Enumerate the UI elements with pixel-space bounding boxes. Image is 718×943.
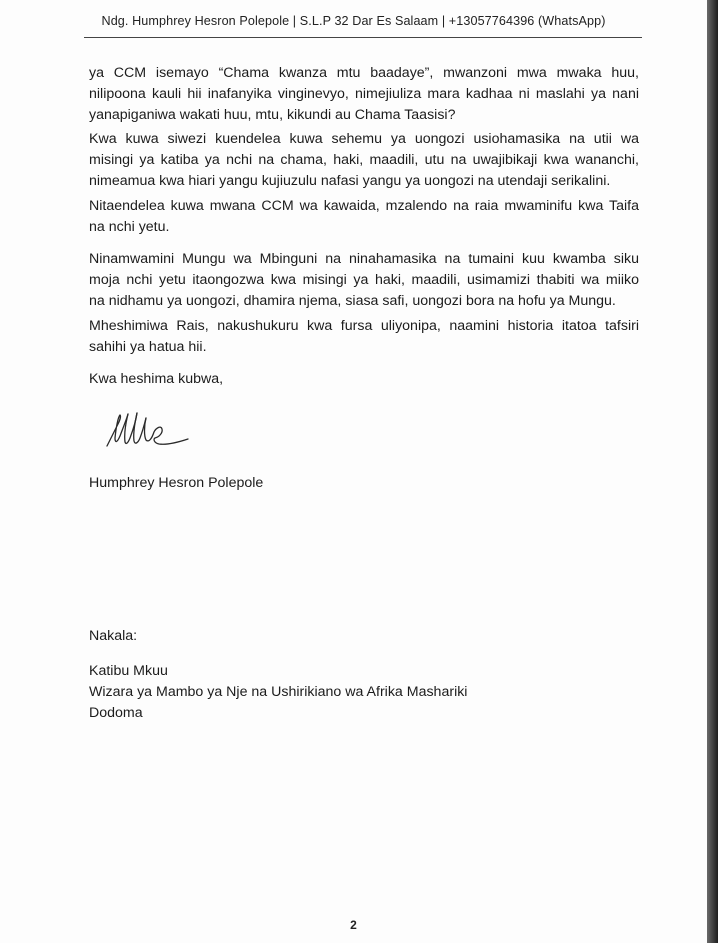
page-number: 2 [350,918,357,932]
paragraph-line: ya CCM isemayo “Chama kwanza mtu baadaye”, mwanzoni mwa mwaka huu, [89,65,639,81]
paragraph-line: na nchi yetu. [89,218,170,235]
paragraph-2 [89,129,639,191]
paragraph-line: Kwa kuwa siwezi kuendelea kuwa sehemu ya uongozi usiohamasika na utii wa [89,131,639,147]
letterhead-rule [84,37,642,38]
paragraph-line: yanapiganiwa wakati huu, mtu, kikundi au Chama Taasisi? [89,106,456,123]
paragraph-line: nimeamua kwa hiari yangu kujiuzulu nafasi yangu ya uongozi na utendaji serikalini. [89,172,611,189]
paragraph-line: Ninamwamini Mungu wa Mbinguni na ninahamasika na tumaini kuu kwamba siku [89,251,639,267]
closing-salutation: Kwa heshima kubwa, [89,371,224,387]
paragraph-line: misingi ya katiba ya nchi na chama, haki, maadili, utu na uwajibikaji kwa wananchi, [89,151,639,168]
cc-recipient-block [89,661,467,723]
handwritten-signature [104,402,196,462]
letterhead-contact: Ndg. Humphrey Hesron Polepole | S.L.P 32 Dar Es Salaam | +13057764396 (WhatsApp) [101,14,606,28]
paragraph-line: Nitaendelea kuwa mwana CCM wa kawaida, mzalendo na raia mwaminifu kwa Taifa [89,198,639,214]
paragraph-3 [89,196,639,238]
scan-edge-shadow [707,0,718,943]
paragraph-line: na nidhamu ya uongozi, dhamira njema, siasa safi, uongozi bora na hofu ya Mungu. [89,292,616,309]
cc-label: Nakala: [89,628,138,644]
paragraph-line: sahihi ya hatua hii. [89,338,207,355]
paragraph-line: Mheshimiwa Rais, nakushukuru kwa fursa uliyonipa, naamini historia itatoa tafsiri [89,318,639,334]
cc-recipient-line: Wizara ya Mambo ya Nje na Ushirikiano wa Afrika Mashariki [89,683,468,700]
signatory-name: Humphrey Hesron Polepole [89,475,264,491]
paragraph-line: moja nchi yetu itaongozwa kwa misingi ya haki, maadili, usimamizi thabiti wa miiko [89,271,639,288]
paragraph-5 [89,316,639,358]
paragraph-4 [89,249,639,311]
paragraph-1 [89,63,639,125]
cc-recipient-line: Katibu Mkuu [89,663,168,679]
paragraph-line: nilipoona kauli hii inafanyika vinginevyo, nimejiuliza mara kadhaa ni maslahi ya nani [89,85,639,102]
cc-recipient-line: Dodoma [89,704,143,721]
